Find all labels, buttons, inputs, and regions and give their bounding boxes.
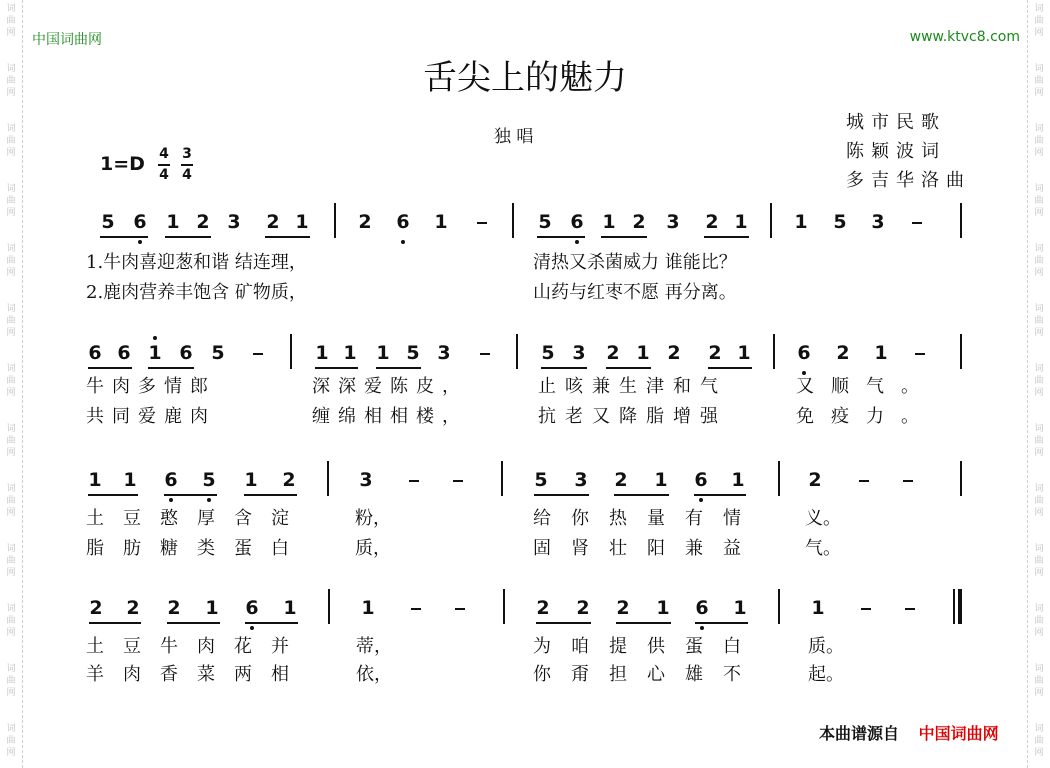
note: 6	[117, 342, 131, 364]
note: 5	[101, 211, 115, 233]
watermark-glyph: 网	[1034, 148, 1044, 158]
note: 6	[88, 342, 102, 364]
note: 1	[731, 469, 745, 491]
note: 6	[179, 342, 193, 364]
note: 2	[576, 597, 590, 619]
note: 2	[632, 211, 646, 233]
barline	[290, 334, 292, 369]
note: 1	[166, 211, 180, 233]
watermark-glyph: 曲	[1034, 616, 1044, 626]
barline	[503, 589, 505, 624]
final-barline-thick	[958, 589, 962, 624]
extension-dash	[453, 480, 463, 482]
watermark-glyph: 词	[6, 544, 16, 554]
watermark-glyph: 词	[1034, 184, 1044, 194]
extension-dash	[477, 222, 487, 224]
watermark-glyph: 曲	[1034, 196, 1044, 206]
watermark-glyph: 网	[6, 568, 16, 578]
watermark-glyph: 网	[1034, 568, 1044, 578]
watermark-glyph: 词	[1034, 424, 1044, 434]
lower-octave-dot	[250, 626, 254, 630]
left-watermark-strip	[0, 0, 23, 768]
lyric-verse1-d: 又顺气。	[796, 376, 936, 397]
watermark-glyph: 曲	[1034, 376, 1044, 386]
time-sig-1-top: 4	[159, 146, 169, 162]
watermark-glyph: 曲	[1034, 16, 1044, 26]
lyric-verse2-b: 山药与红枣不愿 再分离。	[533, 282, 737, 303]
watermark-glyph: 曲	[1034, 76, 1044, 86]
lyric-verse1-c: 给你热量有情	[533, 508, 761, 529]
extension-dash	[912, 222, 922, 224]
watermark-glyph: 词	[6, 724, 16, 734]
beam-underline	[376, 367, 421, 369]
watermark-glyph: 词	[6, 424, 16, 434]
watermark-glyph: 网	[1034, 388, 1044, 398]
note: 2	[667, 342, 681, 364]
time-sig-2-top: 3	[182, 146, 192, 162]
extension-dash	[480, 353, 490, 355]
beam-underline	[695, 622, 748, 624]
barline	[512, 203, 514, 238]
watermark-glyph: 网	[1034, 748, 1044, 758]
extension-dash	[409, 480, 419, 482]
watermark-glyph: 词	[1034, 364, 1044, 374]
watermark-glyph: 网	[6, 748, 16, 758]
watermark-glyph: 网	[6, 208, 16, 218]
lyric-verse2-c: 抗老又降脂增强	[538, 406, 727, 427]
watermark-glyph: 曲	[6, 316, 16, 326]
beam-underline	[148, 367, 194, 369]
beam-underline	[614, 494, 669, 496]
lower-octave-dot	[700, 626, 704, 630]
lyric-verse2-a: 共同爱鹿肉	[86, 406, 216, 427]
source-footer	[819, 721, 999, 744]
lyric-verse1-a: 1.牛肉喜迎葱和谐 结连理，	[86, 252, 307, 273]
watermark-glyph: 词	[1034, 244, 1044, 254]
time-sig-1-line	[158, 164, 170, 166]
lyric-verse1-c: 为咱提供蛋白	[533, 636, 761, 657]
watermark-glyph: 词	[1034, 544, 1044, 554]
note: 2	[358, 211, 372, 233]
watermark-glyph: 词	[6, 364, 16, 374]
watermark-glyph: 网	[6, 268, 16, 278]
note: 6	[695, 597, 709, 619]
watermark-glyph: 曲	[1034, 736, 1044, 746]
watermark-glyph: 词	[6, 184, 16, 194]
watermark-glyph: 词	[6, 304, 16, 314]
watermark-glyph: 曲	[1034, 256, 1044, 266]
beam-underline	[89, 622, 141, 624]
barline	[770, 203, 772, 238]
watermark-glyph: 网	[1034, 328, 1044, 338]
final-barline-thin	[953, 589, 955, 624]
note: 1	[361, 597, 375, 619]
extension-dash	[455, 608, 465, 610]
barline	[960, 461, 962, 496]
watermark-glyph: 词	[1034, 664, 1044, 674]
barline	[334, 203, 336, 238]
site-url-right: www.ktvc8.com	[909, 29, 1020, 45]
watermark-glyph: 曲	[1034, 496, 1044, 506]
note: 2	[616, 597, 630, 619]
note: 2	[536, 597, 550, 619]
beam-underline	[88, 494, 138, 496]
note: 2	[89, 597, 103, 619]
lyric-verse1-b: 深深爱陈皮，	[312, 376, 468, 397]
note: 5	[534, 469, 548, 491]
watermark-glyph: 网	[6, 148, 16, 158]
note: 2	[614, 469, 628, 491]
barline	[773, 334, 775, 369]
watermark-glyph: 曲	[1034, 676, 1044, 686]
note: 1	[376, 342, 390, 364]
lyric-verse2-c: 固肾壮阳兼益	[533, 538, 761, 559]
credit-composer: 多吉华洛曲	[846, 170, 971, 191]
note: 1	[123, 469, 137, 491]
lyric-verse2-b: 依，	[356, 664, 392, 685]
watermark-glyph: 词	[1034, 484, 1044, 494]
lyric-verse1-a: 土豆牛肉花并	[86, 636, 308, 657]
lyric-verse2-b: 缠绵相相楼，	[312, 406, 468, 427]
watermark-glyph: 词	[1034, 124, 1044, 134]
source-site-link[interactable]: 中国词曲网	[918, 724, 999, 743]
lower-octave-dot	[169, 498, 173, 502]
lyric-verse2-a: 羊肉香菜两相	[86, 664, 308, 685]
watermark-glyph: 网	[1034, 448, 1044, 458]
note: 1	[733, 597, 747, 619]
note: 2	[266, 211, 280, 233]
note: 6	[797, 342, 811, 364]
lyric-verse2-d: 起。	[808, 664, 844, 685]
beam-underline	[694, 494, 746, 496]
note: 3	[871, 211, 885, 233]
watermark-glyph: 词	[1034, 64, 1044, 74]
beam-underline	[704, 236, 749, 238]
barline	[960, 334, 962, 369]
watermark-glyph: 网	[6, 628, 16, 638]
note: 5	[833, 211, 847, 233]
note: 2	[705, 211, 719, 233]
watermark-glyph: 曲	[6, 736, 16, 746]
watermark-glyph: 曲	[6, 196, 16, 206]
note: 3	[437, 342, 451, 364]
lyric-verse2-d: 免疫力。	[796, 406, 936, 427]
beam-underline	[537, 236, 585, 238]
note: 1	[343, 342, 357, 364]
lyric-verse2-b: 质，	[355, 538, 391, 559]
note: 1	[205, 597, 219, 619]
note: 1	[794, 211, 808, 233]
watermark-glyph: 网	[6, 448, 16, 458]
watermark-glyph: 曲	[1034, 316, 1044, 326]
lyric-verse2-a: 2.鹿肉营养丰饱含 矿物质，	[86, 282, 307, 303]
beam-underline	[606, 367, 651, 369]
extension-dash	[915, 353, 925, 355]
watermark-glyph: 网	[6, 88, 16, 98]
site-name-left: 中国词曲网	[32, 32, 102, 48]
note: 2	[606, 342, 620, 364]
extension-dash	[861, 608, 871, 610]
beam-underline	[245, 622, 298, 624]
lyric-verse2-d: 气。	[805, 538, 841, 559]
note: 1	[315, 342, 329, 364]
lower-octave-dot	[802, 371, 806, 375]
watermark-glyph: 网	[1034, 508, 1044, 518]
note: 1	[654, 469, 668, 491]
beam-underline	[164, 494, 217, 496]
watermark-glyph: 网	[6, 388, 16, 398]
watermark-glyph: 曲	[1034, 436, 1044, 446]
barline	[328, 589, 330, 624]
watermark-glyph: 网	[1034, 88, 1044, 98]
note: 1	[295, 211, 309, 233]
note: 6	[164, 469, 178, 491]
note: 5	[541, 342, 555, 364]
lyric-verse1-b: 清热又杀菌威力 谁能比？	[533, 252, 737, 273]
key-signature	[100, 146, 210, 186]
beam-underline	[534, 494, 589, 496]
watermark-glyph: 词	[6, 664, 16, 674]
note: 1	[283, 597, 297, 619]
note: 2	[196, 211, 210, 233]
beam-underline	[708, 367, 752, 369]
time-sig-2-bottom: 4	[182, 167, 192, 183]
watermark-glyph: 曲	[6, 556, 16, 566]
note: 1	[88, 469, 102, 491]
watermark-glyph: 曲	[6, 616, 16, 626]
beam-underline	[616, 622, 671, 624]
beam-underline	[315, 367, 358, 369]
lyric-verse2-c: 你甭担心雄不	[533, 664, 761, 685]
watermark-glyph: 词	[6, 124, 16, 134]
lyric-verse1-a: 土豆憨厚含淀	[86, 508, 308, 529]
note: 2	[708, 342, 722, 364]
time-sig-1-bottom: 4	[159, 167, 169, 183]
watermark-glyph: 曲	[6, 16, 16, 26]
lyric-verse1-b: 蒂，	[356, 636, 392, 657]
note: 3	[227, 211, 241, 233]
watermark-glyph: 曲	[6, 76, 16, 86]
beam-underline	[541, 367, 587, 369]
beam-underline	[244, 494, 297, 496]
barline	[516, 334, 518, 369]
note: 6	[133, 211, 147, 233]
credit-genre: 城市民歌	[846, 112, 946, 133]
barline	[778, 461, 780, 496]
note: 6	[245, 597, 259, 619]
barline	[778, 589, 780, 624]
watermark-glyph: 网	[6, 28, 16, 38]
note: 3	[666, 211, 680, 233]
note: 3	[574, 469, 588, 491]
watermark-glyph: 网	[1034, 28, 1044, 38]
note: 1	[656, 597, 670, 619]
note: 2	[808, 469, 822, 491]
note: 1	[636, 342, 650, 364]
note: 5	[211, 342, 225, 364]
note: 5	[538, 211, 552, 233]
watermark-glyph: 词	[6, 244, 16, 254]
watermark-glyph: 词	[1034, 4, 1044, 14]
beam-underline	[601, 236, 647, 238]
lower-octave-dot	[699, 498, 703, 502]
lyric-verse1-a: 牛肉多情郎	[86, 376, 216, 397]
beam-underline	[88, 367, 132, 369]
extension-dash	[859, 480, 869, 482]
beam-underline	[167, 622, 220, 624]
right-watermark-strip	[1027, 0, 1050, 768]
watermark-glyph: 网	[6, 328, 16, 338]
watermark-glyph: 词	[1034, 724, 1044, 734]
barline	[327, 461, 329, 496]
note: 1	[244, 469, 258, 491]
note: 5	[202, 469, 216, 491]
watermark-glyph: 曲	[6, 676, 16, 686]
beam-underline	[265, 236, 310, 238]
note: 2	[126, 597, 140, 619]
time-sig-2-line	[181, 164, 193, 166]
note: 6	[396, 211, 410, 233]
note: 5	[406, 342, 420, 364]
note: 2	[836, 342, 850, 364]
watermark-glyph: 网	[6, 508, 16, 518]
watermark-glyph: 词	[6, 484, 16, 494]
beam-underline	[100, 236, 148, 238]
upper-octave-dot	[153, 336, 157, 340]
key-label: 1=D	[100, 153, 145, 175]
lower-octave-dot	[207, 498, 211, 502]
watermark-glyph: 曲	[6, 136, 16, 146]
note: 1	[874, 342, 888, 364]
note: 1	[602, 211, 616, 233]
barline	[501, 461, 503, 496]
note: 6	[570, 211, 584, 233]
note: 2	[282, 469, 296, 491]
watermark-glyph: 词	[1034, 604, 1044, 614]
watermark-glyph: 曲	[1034, 556, 1044, 566]
watermark-glyph: 曲	[6, 436, 16, 446]
watermark-glyph: 曲	[6, 256, 16, 266]
watermark-glyph: 词	[6, 4, 16, 14]
watermark-glyph: 网	[1034, 688, 1044, 698]
watermark-glyph: 曲	[1034, 136, 1044, 146]
extension-dash	[905, 608, 915, 610]
source-label: 本曲谱源自	[819, 724, 900, 743]
song-title: 舌尖上的魅力	[423, 58, 627, 98]
note: 2	[167, 597, 181, 619]
lyric-verse1-d: 义。	[805, 508, 841, 529]
note: 1	[811, 597, 825, 619]
note: 6	[694, 469, 708, 491]
note: 1	[734, 211, 748, 233]
lower-octave-dot	[401, 240, 405, 244]
watermark-glyph: 网	[1034, 268, 1044, 278]
note: 3	[359, 469, 373, 491]
beam-underline	[165, 236, 211, 238]
lower-octave-dot	[575, 240, 579, 244]
watermark-glyph: 网	[1034, 208, 1044, 218]
note: 1	[434, 211, 448, 233]
extension-dash	[253, 353, 263, 355]
watermark-glyph: 词	[1034, 304, 1044, 314]
watermark-glyph: 词	[6, 604, 16, 614]
watermark-glyph: 网	[6, 688, 16, 698]
lower-octave-dot	[138, 240, 142, 244]
watermark-glyph: 曲	[6, 496, 16, 506]
note: 1	[148, 342, 162, 364]
lyric-verse1-c: 止咳兼生津和气	[538, 376, 727, 397]
extension-dash	[903, 480, 913, 482]
watermark-glyph: 网	[1034, 628, 1044, 638]
performance-type: 独 唱	[494, 127, 534, 147]
lyric-verse2-a: 脂肪糖类蛋白	[86, 538, 308, 559]
credit-lyricist: 陈颖波词	[846, 141, 946, 162]
lyric-verse1-b: 粉，	[355, 508, 391, 529]
watermark-glyph: 词	[6, 64, 16, 74]
lyric-verse1-d: 质。	[808, 636, 844, 657]
note: 3	[572, 342, 586, 364]
note: 1	[737, 342, 751, 364]
watermark-glyph: 曲	[6, 376, 16, 386]
extension-dash	[411, 608, 421, 610]
barline	[960, 203, 962, 238]
beam-underline	[536, 622, 591, 624]
